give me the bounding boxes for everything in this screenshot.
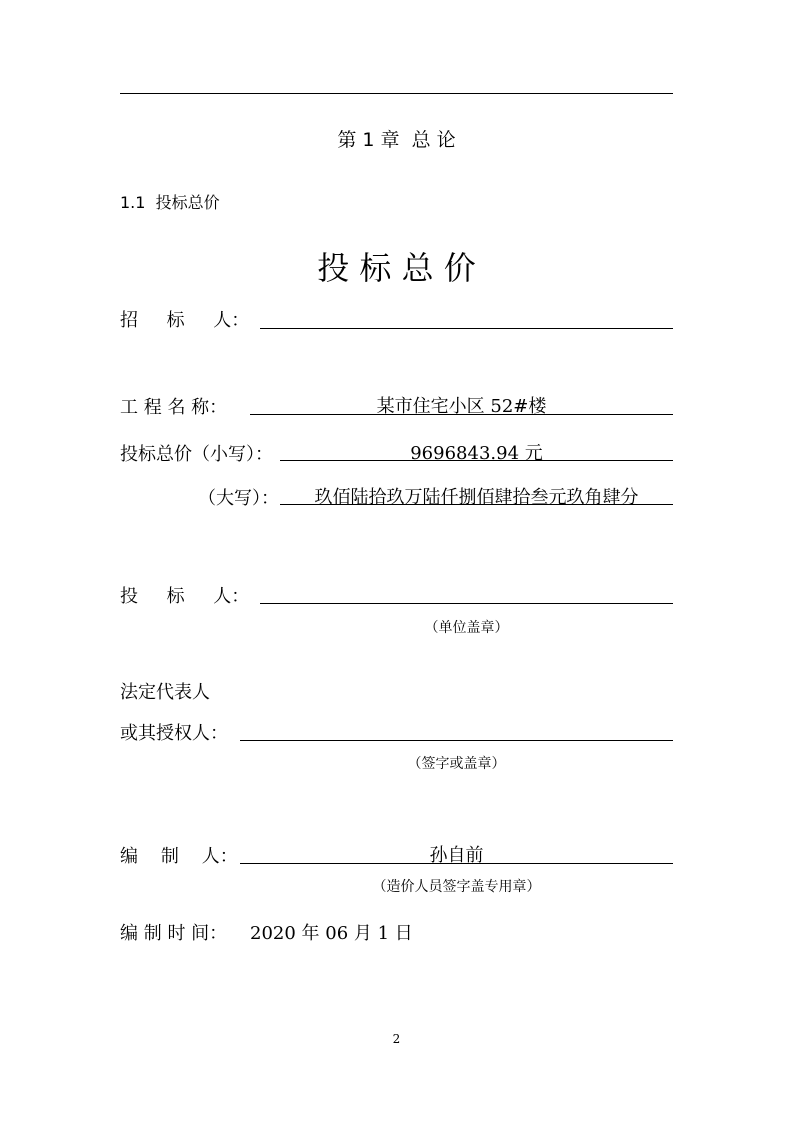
project-name-label: 工 程 名 称：	[120, 397, 228, 418]
price-big-label: （大写）：	[198, 488, 279, 509]
header-rule	[120, 93, 673, 94]
price-small-line	[280, 460, 673, 461]
price-big-value: 玖佰陆拾玖万陆仟捌佰肆拾叁元玖角肆分	[314, 487, 639, 508]
compiler-value: 孙自前	[429, 845, 484, 866]
bidder-label: 投 标 人：	[120, 586, 250, 607]
compiler-line	[240, 863, 673, 864]
form-title: 投 标 总 价	[317, 249, 476, 287]
compiler-note: （造价人员签字盖专用章）	[372, 879, 541, 895]
bidder-note: （单位盖章）	[424, 620, 509, 636]
price-big-line	[280, 504, 673, 505]
compiler-label: 编 制 人：	[120, 846, 238, 867]
price-small-value: 9696843.94 元	[410, 443, 543, 464]
bidder-line	[260, 603, 673, 604]
project-name-value: 某市住宅小区 52#楼	[376, 396, 547, 417]
tenderee-line	[260, 328, 673, 329]
compile-time-label: 编 制 时 间：	[120, 923, 228, 944]
legal-rep-note: （签字或盖章）	[407, 756, 506, 772]
project-name-line	[250, 414, 673, 415]
compile-time-value: 2020 年 06 月 1 日	[250, 923, 413, 944]
tenderee-label: 招 标 人：	[120, 310, 250, 331]
legal-rep-label-line2: 或其授权人：	[120, 723, 228, 744]
legal-rep-line	[240, 740, 673, 741]
section-heading: 1.1 投标总价	[120, 193, 220, 212]
legal-rep-label-line1: 法定代表人	[120, 682, 210, 703]
price-small-label: 投标总价（小写）：	[120, 444, 273, 465]
page-number: 2	[392, 1032, 401, 1046]
chapter-heading: 第 1 章 总 论	[337, 129, 456, 151]
